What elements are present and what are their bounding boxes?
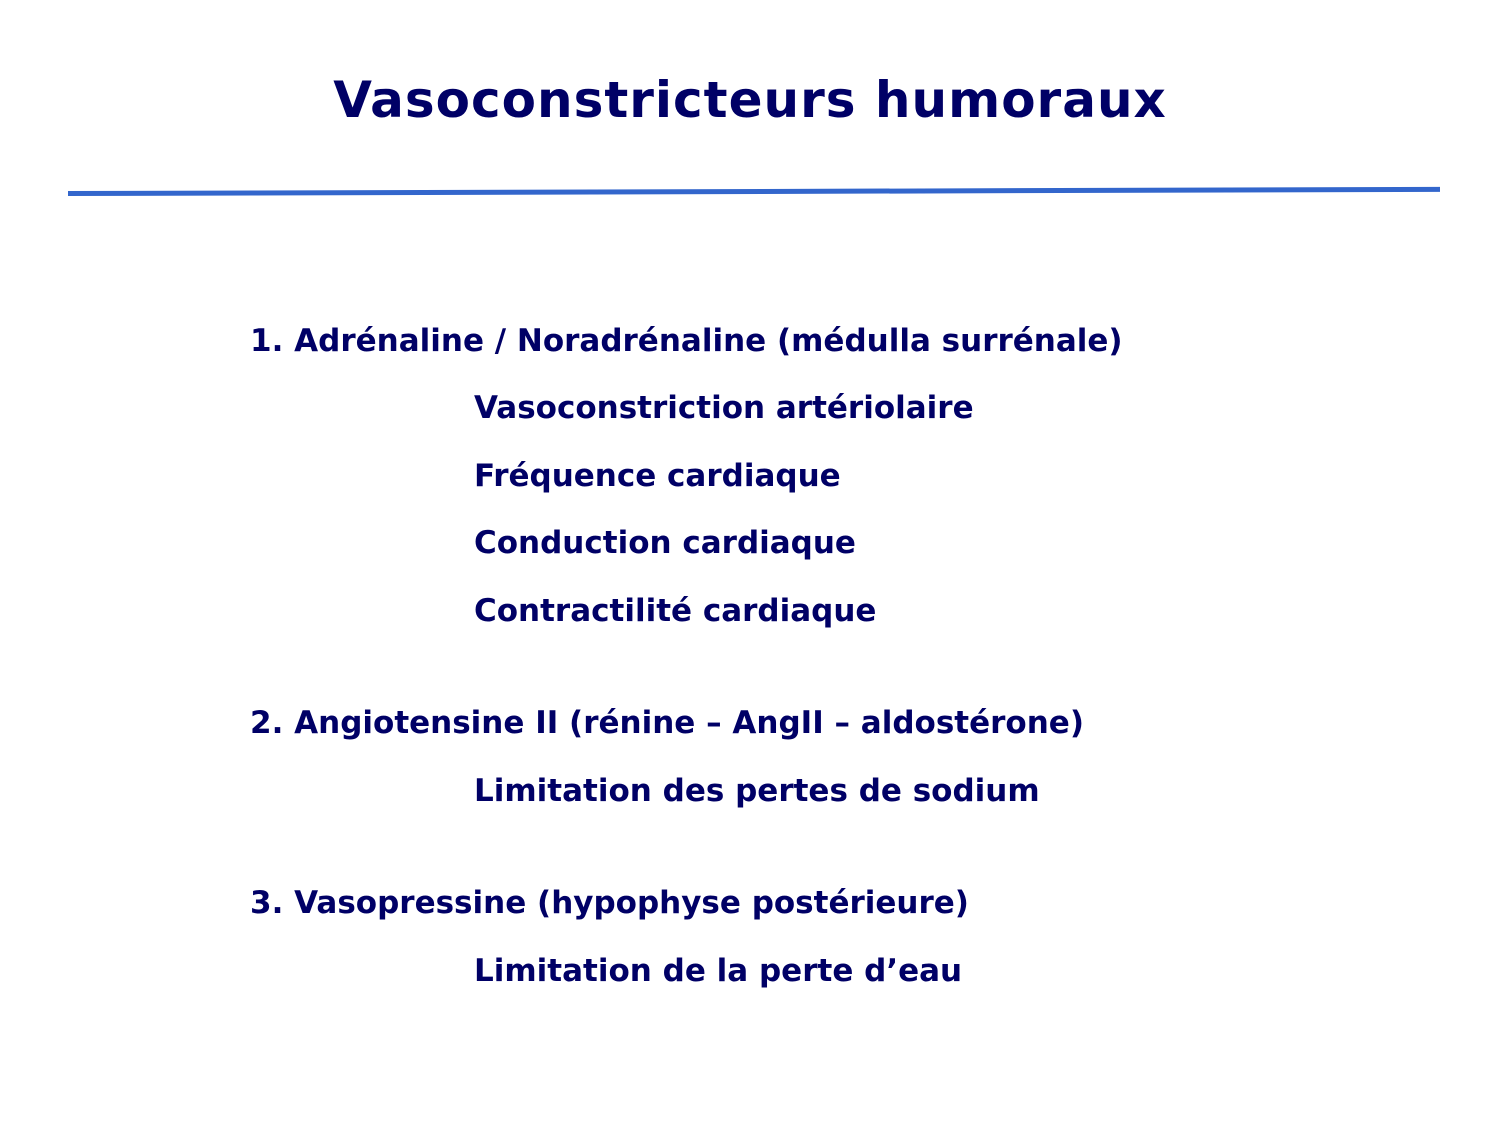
slide-title: Vasoconstricteurs humoraux [333, 71, 1167, 129]
section-1-item-contractilite: Contractilité cardiaque [474, 593, 877, 629]
section-3-item-eau: Limitation de la perte d’eau [474, 953, 963, 989]
section-1-item-conduction: Conduction cardiaque [474, 525, 856, 561]
title-divider [68, 187, 1440, 196]
section-1-item-vasoconstriction: Vasoconstriction artériolaire [474, 390, 974, 426]
section-3-heading: 3. Vasopressine (hypophyse postérieure) [250, 885, 969, 921]
section-1-item-frequence: Fréquence cardiaque [474, 458, 841, 494]
section-2-item-sodium: Limitation des pertes de sodium [474, 773, 1040, 809]
section-2-heading: 2. Angiotensine II (rénine – AngII – aldostérone) [250, 705, 1084, 741]
section-1-heading: 1. Adrénaline / Noradrénaline (médulla surrénale) [250, 323, 1123, 359]
